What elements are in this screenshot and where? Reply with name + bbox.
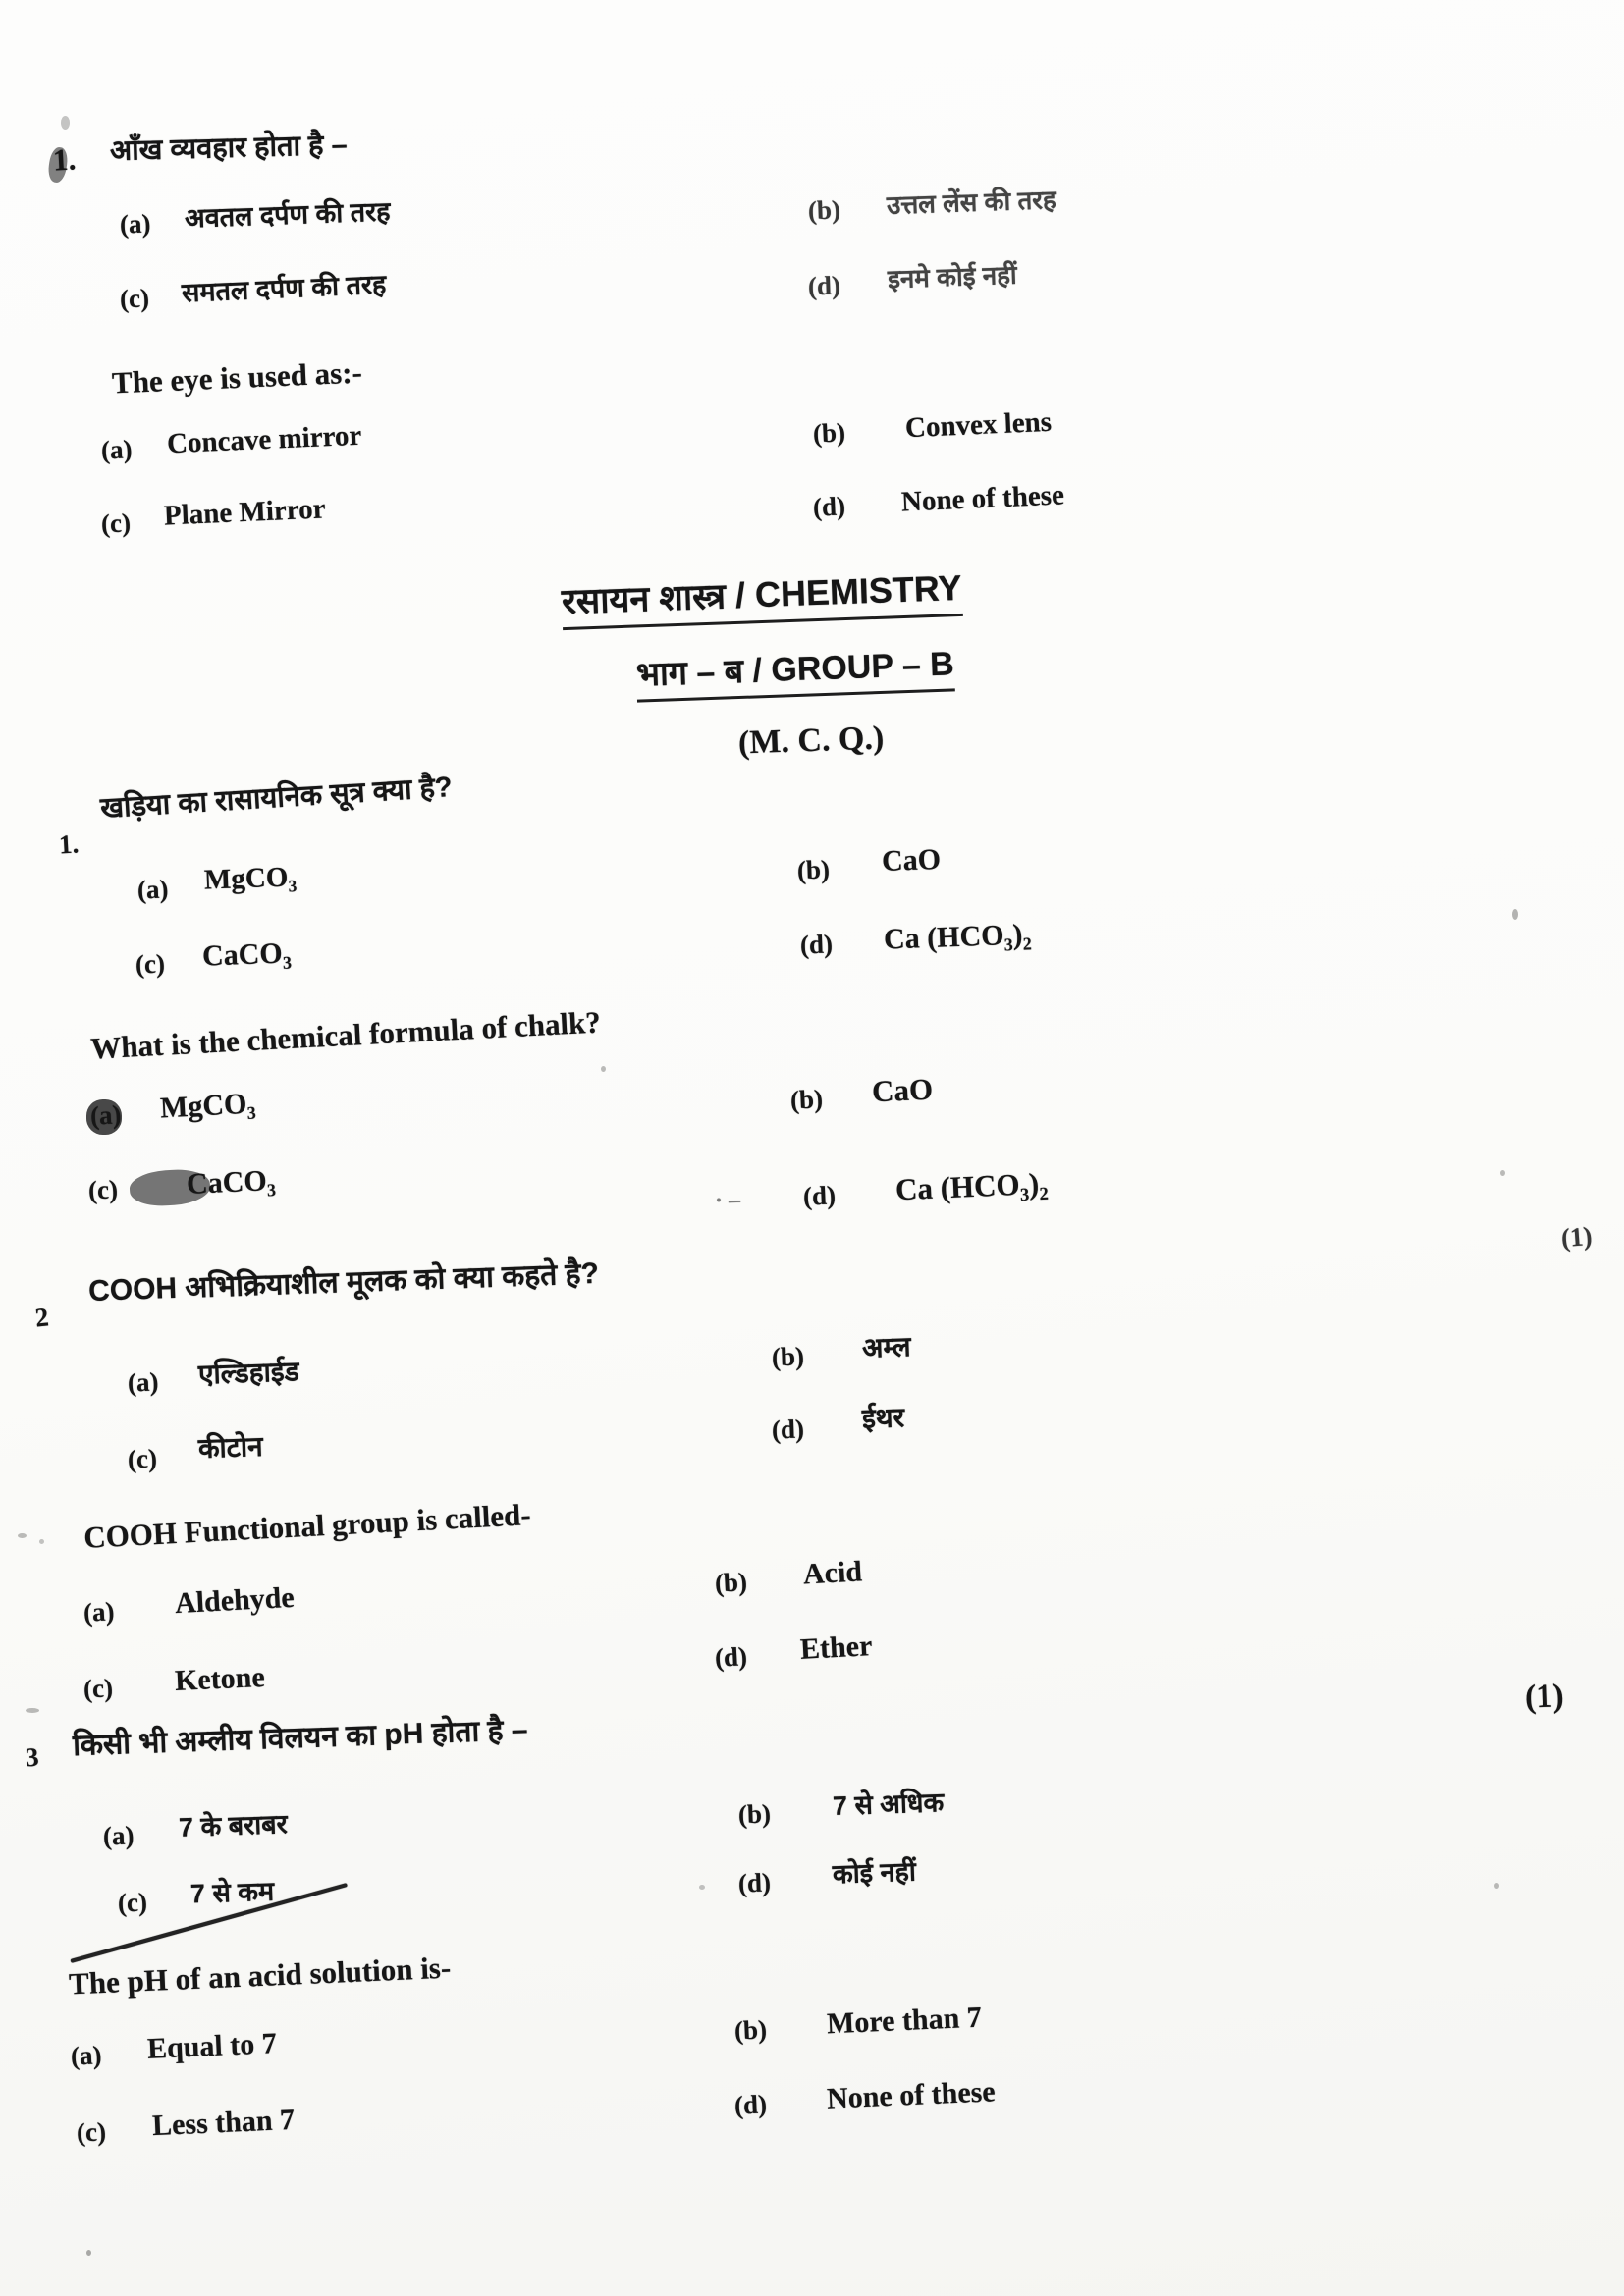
chem-q2-english-option-d-text: Ether bbox=[799, 1629, 874, 1666]
chem-q3-english-option-d-key: (d) bbox=[733, 2089, 768, 2120]
chem-q3-hindi-option-c-key: (c) bbox=[117, 1887, 148, 1918]
physics-hindi-option-b-text: उत्तल लेंस की तरह bbox=[886, 184, 1057, 221]
chem-q2-english-option-b-key: (b) bbox=[714, 1567, 748, 1598]
ink-speck bbox=[86, 2250, 91, 2256]
chem-q1-marks: (1) bbox=[1559, 1220, 1594, 1254]
physics-hindi-option-a-key: (a) bbox=[119, 208, 151, 240]
chem-q1-english-option-d-text: Ca (HCO₃)₂ bbox=[894, 1165, 1050, 1207]
physics-english-option-d-text: None of these bbox=[900, 479, 1065, 518]
chem-q1-english-option-b-key: (b) bbox=[789, 1084, 824, 1115]
ink-speck bbox=[601, 1066, 606, 1072]
physics-hindi-question: आँख व्यवहार होता है – bbox=[109, 129, 349, 168]
chem-q3-english-question: The pH of an acid solution is- bbox=[68, 1949, 452, 2002]
physics-hindi-option-c-text: समतल दर्पण की तरह bbox=[181, 269, 387, 308]
chem-q2-english-option-c-text: Ketone bbox=[174, 1661, 266, 1697]
chem-q1-english-option-c-key: (c) bbox=[87, 1174, 119, 1205]
chem-q1-hindi-option-b-text: CaO bbox=[881, 842, 942, 879]
chem-q2-english-option-c-key: (c) bbox=[82, 1673, 114, 1704]
chem-q1-english-question: What is the chemical formula of chalk? bbox=[89, 1004, 602, 1066]
chem-q2-hindi-option-c-text: कीटोन bbox=[197, 1430, 264, 1465]
chem-q1-hindi-option-d-key: (d) bbox=[799, 929, 834, 960]
chem-q3-hindi-option-a-key: (a) bbox=[102, 1820, 135, 1851]
chem-q1-hindi-option-d-text: Ca (HCO₃)₂ bbox=[883, 918, 1032, 956]
chem-q2-hindi-option-d-text: ईथर bbox=[861, 1402, 905, 1434]
chem-q3-english-option-a-key: (a) bbox=[70, 2040, 103, 2071]
chem-q1-hindi-option-b-key: (b) bbox=[796, 854, 831, 885]
ink-speck bbox=[1494, 1883, 1499, 1889]
chem-q1-hindi-option-c-key: (c) bbox=[135, 948, 166, 980]
chem-q2-hindi-option-b-text: अम्ल bbox=[861, 1331, 912, 1363]
chem-q1-english-option-a-key: (a) bbox=[89, 1099, 123, 1131]
chem-q3-english-option-d-text: None of these bbox=[826, 2075, 997, 2115]
chem-q3-number: 3 bbox=[24, 1741, 40, 1773]
section-subject-underlined: रसायन शास्त्र / CHEMISTRY bbox=[561, 567, 962, 630]
chem-q2-english-option-b-text: Acid bbox=[802, 1555, 863, 1591]
section-subject-title bbox=[561, 568, 962, 621]
chem-q1-english-option-c-text: CaCO₃ bbox=[186, 1164, 277, 1201]
chem-q3-hindi-question: किसी भी अम्लीय विलयन का pH होता है – bbox=[72, 1713, 528, 1763]
chem-q1-hindi-option-c-text: CaCO₃ bbox=[201, 936, 293, 973]
ink-speck bbox=[18, 1533, 27, 1538]
section-group-underlined: भाग – ब / GROUP – B bbox=[635, 645, 954, 702]
chem-q2-english-question: COOH Functional group is called- bbox=[82, 1497, 532, 1555]
chem-q2-english-option-a-text: Aldehyde bbox=[174, 1580, 296, 1621]
ink-speck bbox=[61, 116, 70, 130]
chem-q2-number: 2 bbox=[33, 1302, 50, 1333]
physics-english-question: The eye is used as:- bbox=[111, 354, 363, 400]
physics-english-option-c-text: Plane Mirror bbox=[163, 493, 327, 532]
physics-english-option-c-key: (c) bbox=[100, 507, 132, 539]
chem-q2-hindi-option-a-key: (a) bbox=[127, 1366, 159, 1398]
chem-q2-hindi-option-a-text: एल्डिहाईड bbox=[197, 1356, 300, 1390]
chem-q3-hindi-option-c-text: 7 से कम bbox=[189, 1876, 275, 1909]
chem-q3-english-option-b-text: More than 7 bbox=[826, 2001, 983, 2041]
physics-english-option-d-key: (d) bbox=[812, 491, 846, 522]
physics-english-option-b-key: (b) bbox=[812, 417, 846, 449]
chem-q1-number: 1. bbox=[58, 828, 80, 860]
chem-q2-english-option-a-key: (a) bbox=[82, 1596, 116, 1628]
chem-q2-hindi-question: COOH अभिक्रियाशील मूलक को क्या कहते है? bbox=[87, 1256, 600, 1308]
physics-hindi-option-c-key: (c) bbox=[119, 283, 150, 314]
chem-q1-hindi-option-a-text: MgCO₃ bbox=[203, 861, 298, 896]
chem-q3-hindi-option-a-text: 7 के बराबर bbox=[178, 1809, 289, 1842]
chem-q1-english-option-a-text: MgCO₃ bbox=[159, 1087, 257, 1125]
physics-question-number: 1. bbox=[52, 141, 78, 178]
physics-english-option-a-text: Concave mirror bbox=[166, 419, 362, 460]
chem-q2-hindi-option-c-key: (c) bbox=[127, 1443, 158, 1474]
ink-speck bbox=[699, 1885, 705, 1890]
physics-english-option-b-text: Convex lens bbox=[904, 405, 1053, 445]
chem-q3-english-option-c-key: (c) bbox=[76, 2116, 107, 2148]
physics-english-option-a-key: (a) bbox=[100, 434, 134, 465]
chem-q2-marks: (1) bbox=[1524, 1678, 1565, 1716]
ink-speck bbox=[1500, 1170, 1505, 1176]
chem-q3-hindi-option-d-key: (d) bbox=[737, 1867, 772, 1898]
chem-q2-hindi-option-b-key: (b) bbox=[771, 1341, 805, 1372]
chem-q2-hindi-option-d-key: (d) bbox=[771, 1414, 805, 1445]
chem-q1-hindi-option-a-key: (a) bbox=[136, 874, 169, 905]
chem-q3-hindi-option-b-key: (b) bbox=[737, 1798, 772, 1830]
section-mcq-label: (M. C. Q.) bbox=[737, 720, 885, 762]
chem-q2-english-option-d-key: (d) bbox=[714, 1641, 748, 1673]
chem-q3-english-option-a-text: Equal to 7 bbox=[146, 2027, 278, 2065]
physics-hindi-option-b-key: (b) bbox=[807, 194, 841, 226]
physics-hindi-option-d-text: इनमे कोई नहीं bbox=[887, 259, 1018, 294]
chem-q3-english-option-b-key: (b) bbox=[733, 2014, 768, 2046]
ink-speck bbox=[1512, 909, 1518, 920]
chem-q1-english-option-d-key: (d) bbox=[802, 1180, 837, 1211]
chem-q3-hindi-option-b-text: 7 से अधिक bbox=[832, 1788, 945, 1821]
ink-speck bbox=[26, 1708, 39, 1713]
stray-dash-marks: · – bbox=[714, 1187, 741, 1214]
section-group-title bbox=[635, 646, 954, 694]
chem-q1-hindi-question: खड़िया का रासायनिक सूत्र क्या है? bbox=[99, 772, 454, 825]
chem-q3-english-option-c-text: Less than 7 bbox=[151, 2103, 296, 2143]
physics-hindi-option-d-key: (d) bbox=[807, 270, 841, 301]
ink-speck bbox=[39, 1539, 44, 1544]
chem-q3-hindi-option-d-text: कोई नहीं bbox=[832, 1856, 917, 1890]
chem-q1-english-option-b-text: CaO bbox=[871, 1071, 934, 1109]
physics-hindi-option-a-text: अवतल दर्पण की तरह bbox=[184, 196, 391, 234]
